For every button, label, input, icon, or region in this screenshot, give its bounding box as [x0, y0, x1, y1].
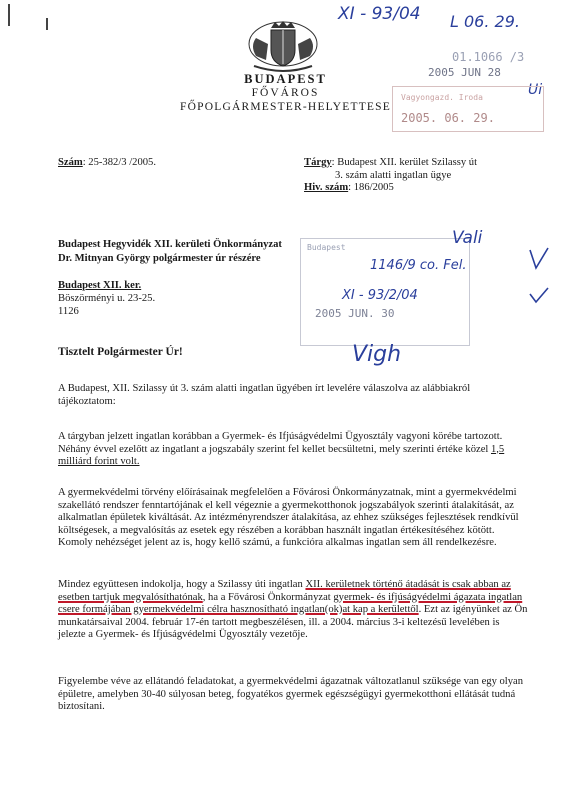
handwritten-name-note: Vali	[452, 228, 483, 248]
margin-mark	[8, 4, 10, 26]
reference-label: Szám	[58, 157, 83, 168]
registration-number-stamp: 01.1066 /3	[452, 50, 525, 64]
paragraph-text: A tárgyban jelzett ingatlan korábban a Gyermek- és Ifjúságvédelmi Ügyosztály vagyoni körébe tartozott. Néhány évvel ezelőtt az ingatlant a jogszabály szerint fel kellet becsültetni, mely szerinti értéke közel	[58, 431, 503, 455]
greeting: Tisztelt Polgármester Úr!	[58, 346, 183, 358]
hiv-value: : 186/2005	[348, 182, 394, 193]
office-stamp-date: 2005. 06. 29.	[401, 111, 495, 125]
handwritten-signature: Vigh	[352, 342, 402, 367]
handwritten-ref-number: XI - 93/04	[338, 4, 421, 24]
subject-value-line2: 3. szám alatti ingatlan ügye	[335, 169, 452, 181]
check-mark-icon	[526, 244, 552, 274]
addressee-line1: Budapest Hegyvidék XII. kerületi Önkormányzat	[58, 239, 282, 250]
handwritten-registry-note: XI - 93/2/04	[342, 288, 418, 303]
letterhead-city: BUDAPEST	[244, 72, 327, 86]
addressee-city: Budapest XII. ker.	[58, 280, 142, 291]
letterhead-capital: FŐVÁROS	[251, 87, 320, 99]
handwritten-file-note: 1146/9 co. Fel.	[370, 258, 467, 273]
paragraph-needs: Figyelembe véve az ellátandó feladatokat, a gyermekvédelmi ágazatnak változatlanul szüksége van egy olyan épületre, amelyben 30-40 súlyosan beteg, fogyatékos gyermek egészségügyi gyermekotthoni ellátását tudná biztosítani.	[58, 676, 524, 712]
handwritten-right-note: Ui	[528, 82, 543, 98]
paragraph-text: Mindez együttesen indokolja, hogy a Szilassy úti ingatlan	[58, 579, 306, 590]
registry-stamp-label: Budapest	[307, 243, 346, 252]
addressee-zip: 1126	[58, 306, 79, 317]
hiv-label: Hiv. szám	[304, 182, 349, 193]
handwritten-date-note: L 06. 29.	[450, 12, 520, 31]
addressee-street: Böszörményi u. 23-25.	[58, 293, 156, 304]
coat-of-arms-icon	[244, 20, 322, 76]
check-mark-icon	[526, 286, 552, 306]
subject-value-line1: : Budapest XII. kerület Szilassy út	[331, 157, 478, 168]
paragraph-exchange-condition	[58, 579, 528, 642]
reference-number	[58, 157, 156, 170]
condition-highlight: XII. kerületnek történő átadását is csak abban az esetben tartjuk megvalósíthatónak	[58, 579, 511, 603]
reference-value: : 25-382/3 /2005.	[82, 157, 156, 168]
letterhead-office: FŐPOLGÁRMESTER-HELYETTESE	[180, 101, 391, 113]
registry-stamp-date: 2005 JUN. 30	[315, 307, 395, 320]
margin-mark	[46, 18, 48, 30]
subject-block	[304, 157, 544, 195]
paragraph-text: . Ezt az igényünket az Ön munkatársaival 2004. február 17-én tartott megbeszélésen, ill. a 2004. március 3-i keltezésű levelében is jelezte a Gyermek- és Ifjúságvédelmi Ügyosztály vezetője.	[58, 604, 528, 640]
subject-label: Tárgy	[304, 157, 332, 168]
paragraph-child-protection: A gyermekvédelmi törvény előírásainak megfelelően a Fővárosi Önkormányzatnak, mint a gyermekvédelmi szakellátó rendszer fenntartójának el kell végeznie a gyermekotthonok jogszabályok szerinti átalakítását, az alkalmatlan épületek kiváltását. Az intézményrendszer átalakítása, az ehhez szükséges fejlesztések rendkívül költségesek, a megvalósítás az esetek egy részében a korábban használt ingatlan értékesítéséhez kötött. Komoly nehézséget jelent az is, hogy kellő számú, a funkcióra alkalmas ingatlan sem áll rendelkezésre.	[58, 487, 519, 548]
paragraph-text: , ha a Fővárosi Önkormányzat	[202, 591, 334, 603]
paragraph-intro: A Budapest, XII. Szilassy út 3. szám alatti ingatlan ügyében írt levelére válaszolva az alábbiakról tájékoztatom:	[58, 383, 471, 407]
received-date-stamp: 2005 JUN 28	[428, 66, 501, 79]
addressee-line2: Dr. Mitnyan György polgármester úr részére	[58, 253, 261, 264]
office-stamp-label: Vagyongazd. Iroda	[401, 93, 483, 102]
value-highlight: 1,5 milliárd forint volt.	[58, 443, 505, 467]
exchange-highlight: gyermek- és ifjúságvédelmi ágazata ingatlan csere formájában gyermekvédelmi célra hasznosítható ingatlan(ok)at kap a kerülettől	[58, 591, 523, 615]
paragraph-property-value	[58, 431, 528, 469]
